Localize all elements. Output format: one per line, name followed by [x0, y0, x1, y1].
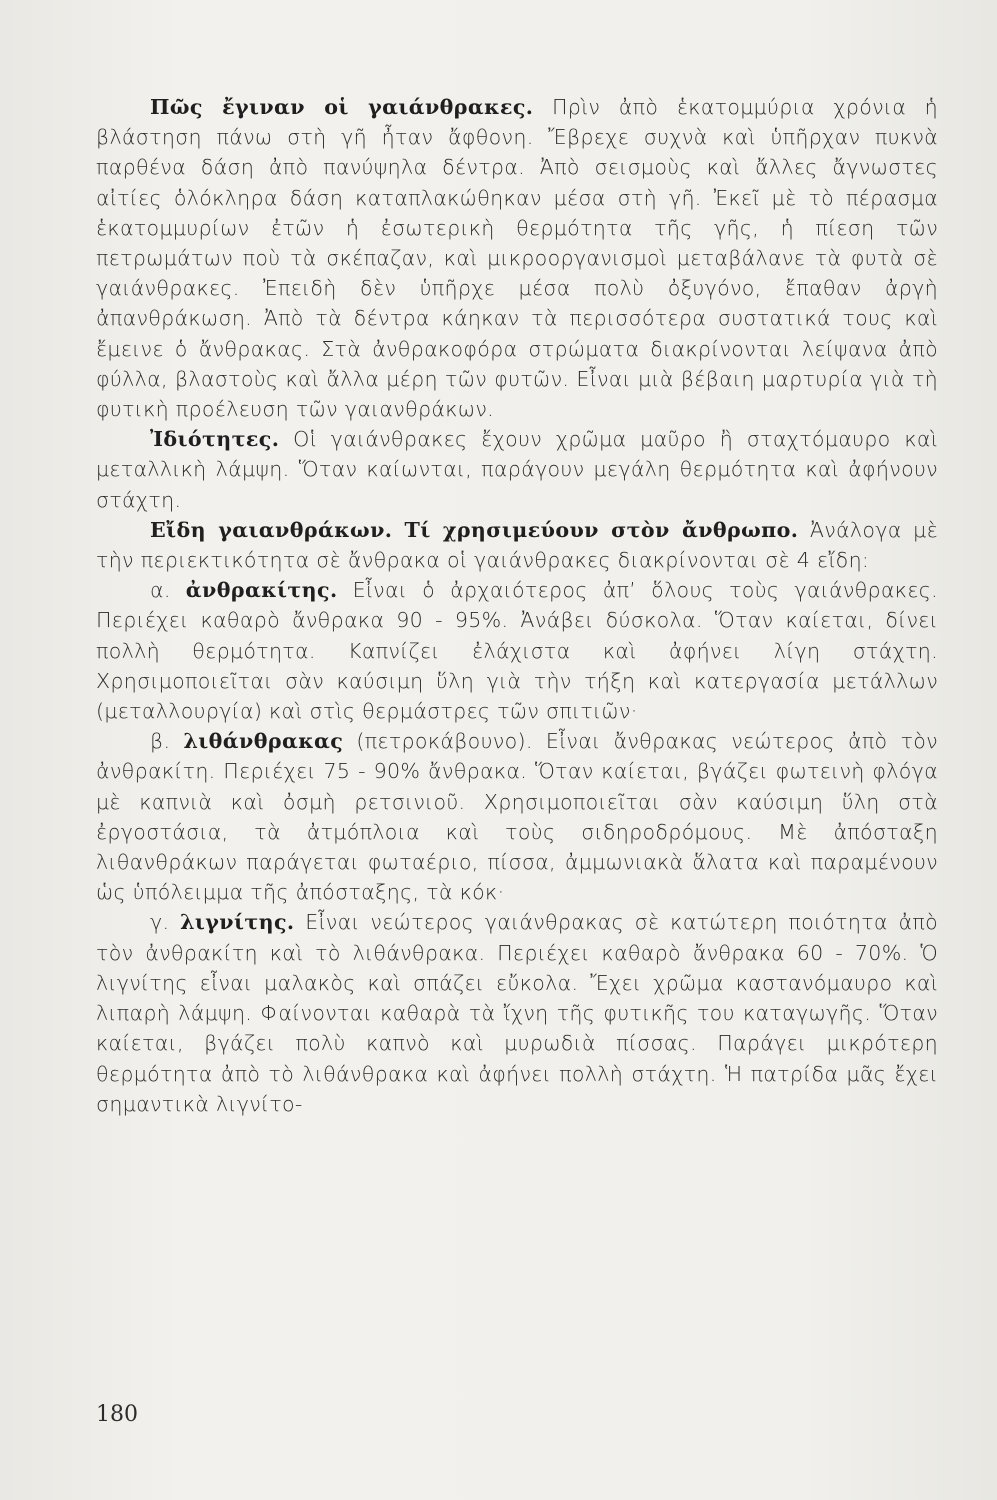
marker-b: β.	[150, 729, 171, 754]
paragraph-bituminous	[96, 726, 938, 907]
text-properties: Οἱ γαιάνθρακες ἔχουν χρῶμα μαῦρο ἢ σταχτόμαυρο καὶ μεταλλικὴ λάμψη. Ὅταν καίωνται, παράγουν μεγάλη θερμότητα καὶ ἀφήνουν στάχτη.	[96, 427, 938, 512]
text-bituminous: (πετροκάβουνο). Εἶναι ἄνθρακας νεώτερος ἀπὸ τὸν ἀνθρακίτη. Περιέχει 75 - 90% ἄνθρακα. Ὅταν καίεται, βγάζει φωτεινὴ φλόγα μὲ καπνιὰ καὶ ὀσμὴ ρετσινιοῦ. Χρησιμοποιεῖται σὰν καύσιμη ὕλη στὰ ἐργοστάσια, τὰ ἀτμόπλοια καὶ τοὺς σιδηροδρόμους. Μὲ ἀπόσταξη λιθανθράκων παράγεται φωταέριο, πίσσα, ἀμμωνιακὰ ἅλατα καὶ παραμένουν ὡς ὑπόλειμμα τῆς ἀπόσταξης, τὰ κόκ·	[96, 729, 938, 905]
text-anthracite: Εἶναι ὁ ἀρχαιότερος ἀπ’ ὅλους τοὺς γαιάνθρακες. Περιέχει καθαρὸ ἄνθρακα 90 - 95%. Ἀνάβει δύσκολα. Ὅταν καίεται, δίνει πολλὴ θερμότητα. Καπνίζει ἐλάχιστα καὶ ἀφήνει λίγη στάχτη. Χρησιμοποιεῖται σὰν καύσιμη ὕλη γιὰ τὴν τήξη καὶ κατεργασία μετάλλων (μεταλλουργία) καὶ στὶς θερμάστρες τῶν σπιτιῶν·	[96, 578, 938, 724]
text-lignite: Εἶναι νεώτερος γαιάνθρακας σὲ κατώτερη ποιότητα ἀπὸ τὸν ἀνθρακίτη καὶ τὸ λιθάνθρακα. Περιέχει καθαρὸ ἄνθρακα 60 - 70%. Ὁ λιγνίτης εἶναι μαλακὸς καὶ σπάζει εὔκολα. Ἔχει χρῶμα καστανόμαυρο καὶ λιπαρὴ λάμψη. Φαίνονται καθαρὰ τὰ ἴχνη τῆς φυτικῆς του καταγωγῆς. Ὅταν καίεται, βγάζει πολὺ καπνὸ καὶ μυρωδιὰ πίσσας. Παράγει μικρότερη θερμότητα ἀπὸ τὸ λιθάνθρακα καὶ ἀφήνει πολλὴ στάχτη. Ἡ πατρίδα μᾶς ἔχει σημαντικὰ λιγνίτο-	[96, 910, 938, 1116]
heading-properties: Ἰδιότητες.	[150, 427, 280, 452]
marker-c: γ.	[150, 910, 170, 935]
text-origin: Πρὶν ἀπὸ ἑκατομμύρια χρόνια ἡ βλάστηση πάνω στὴ γῆ ἦταν ἄφθονη. Ἔβρεχε συχνὰ καὶ ὑπῆρχαν πυκνὰ παρθένα δάση ἀπὸ πανύψηλα δέντρα. Ἀπὸ σεισμοὺς καὶ ἄλλες ἄγνωστες αἰτίες ὁλόκληρα δάση καταπλακώθηκαν μέσα στὴ γῆ. Ἐκεῖ μὲ τὸ πέρασμα ἑκατομμυρίων ἐτῶν ἡ ἐσωτερικὴ θερμότητα τῆς γῆς, ἡ πίεση τῶν πετρωμάτων ποὺ τὰ σκέπαζαν, καὶ μικροοργανισμοὶ μεταβάλανε τὰ φυτὰ σὲ γαιάνθρακες. Ἐπειδὴ δὲν ὑπῆρχε μέσα πολὺ ὀξυγόνο, ἔπαθαν ἀργὴ ἀπανθράκωση. Ἀπὸ τὰ δέντρα κάηκαν τὰ περισσότερα συστατικά τους καὶ ἔμεινε ὁ ἄνθρακας. Στὰ ἀνθρακοφόρα στρώματα διακρίνονται λείψανα ἀπὸ φύλλα, βλαστοὺς καὶ ἄλλα μέρη τῶν φυτῶν. Εἶναι μιὰ βέβαιη μαρτυρία γιὰ τὴ φυτικὴ προέλευση τῶν γαιανθράκων.	[96, 95, 938, 422]
page-number: 180	[96, 1402, 138, 1427]
paragraph-types	[96, 515, 938, 575]
marker-a: α.	[150, 578, 171, 603]
heading-types: Εἴδη γαιανθράκων. Τί χρησιμεύουν στὸν ἄνθρωπο.	[150, 517, 799, 542]
paragraph-properties	[96, 424, 938, 515]
text-types: Ἀνάλογα μὲ τὴν περιεκτικότητα σὲ ἄνθρακα οἱ γαιάνθρακες διακρίνονται σὲ 4 εἴδη:	[96, 517, 938, 573]
term-bituminous: λιθάνθρακας	[183, 729, 344, 754]
paragraph-anthracite	[96, 575, 938, 726]
paragraph-lignite	[96, 907, 938, 1118]
page-text	[96, 92, 938, 1119]
heading-origin: Πῶς ἔγιναν οἱ γαιάνθρακες.	[150, 95, 534, 119]
term-lignite: λιγνίτης.	[180, 910, 295, 935]
term-anthracite: ἀνθρακίτης.	[185, 578, 338, 603]
paragraph-origin	[96, 92, 938, 424]
